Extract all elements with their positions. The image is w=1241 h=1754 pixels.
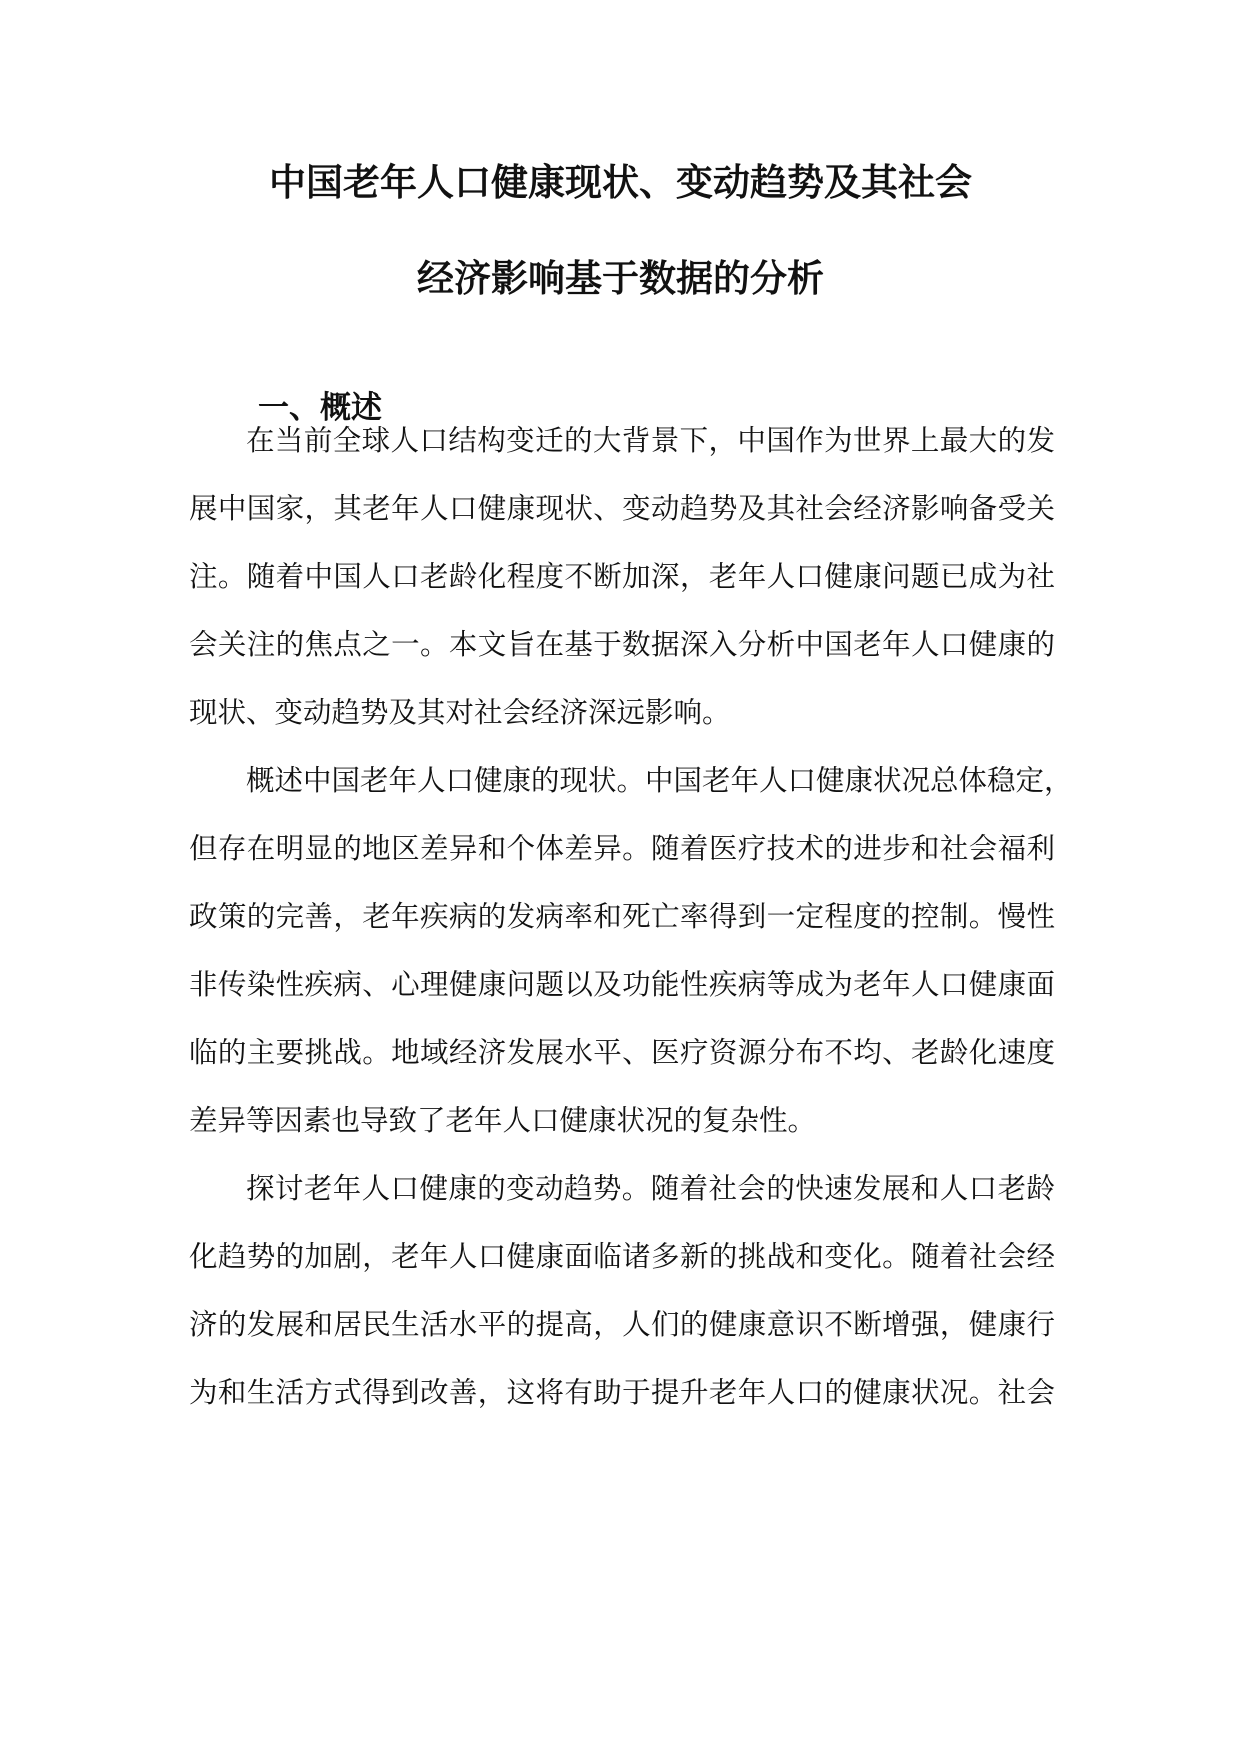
- paragraph-line: 注。随着中国人口老龄化程度不断加深，老年人口健康问题已成为社: [189, 560, 1055, 593]
- paragraph-line: 临的主要挑战。地域经济发展水平、医疗资源分布不均、老龄化速度: [189, 1036, 1055, 1069]
- paragraph-line: 会关注的焦点之一。本文旨在基于数据深入分析中国老年人口健康的: [189, 628, 1055, 661]
- paragraph-line: 概述中国老年人口健康的现状。中国老年人口健康状况总体稳定，: [246, 764, 1073, 797]
- paragraph-line: 为和生活方式得到改善，这将有助于提升老年人口的健康状况。社会: [189, 1376, 1055, 1409]
- paragraph-line: 非传染性疾病、心理健康问题以及功能性疾病等成为老年人口健康面: [189, 968, 1055, 1001]
- section-heading: 一、概述: [258, 390, 382, 426]
- paragraph-line: 化趋势的加剧，老年人口健康面临诸多新的挑战和变化。随着社会经: [189, 1240, 1055, 1273]
- paragraph-line: 展中国家，其老年人口健康现状、变动趋势及其社会经济影响备受关: [189, 492, 1055, 525]
- paragraph-line: 差异等因素也导致了老年人口健康状况的复杂性。: [189, 1104, 817, 1137]
- paragraph-line: 政策的完善，老年疾病的发病率和死亡率得到一定程度的控制。慢性: [189, 900, 1055, 933]
- paragraph-line: 但存在明显的地区差异和个体差异。随着医疗技术的进步和社会福利: [189, 832, 1055, 865]
- paragraph-line: 济的发展和居民生活水平的提高，人们的健康意识不断增强，健康行: [189, 1308, 1055, 1341]
- document-title-line-1: 中国老年人口健康现状、变动趋势及其社会: [269, 160, 972, 204]
- paragraph-line: 探讨老年人口健康的变动趋势。随着社会的快速发展和人口老龄: [246, 1172, 1055, 1205]
- paragraph-line: 在当前全球人口结构变迁的大背景下，中国作为世界上最大的发: [246, 424, 1055, 457]
- document-title-line-2: 经济影响基于数据的分析: [417, 256, 824, 300]
- paragraph-line: 现状、变动趋势及其对社会经济深远影响。: [189, 696, 731, 729]
